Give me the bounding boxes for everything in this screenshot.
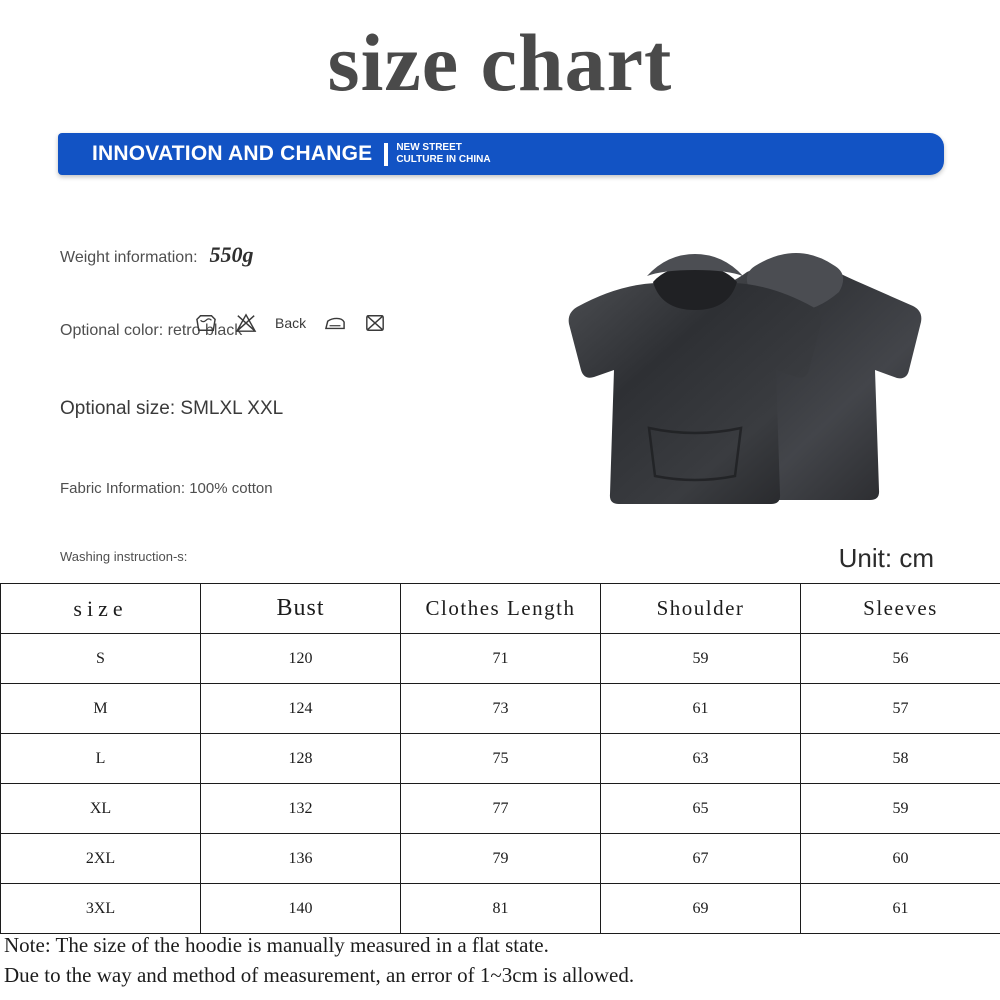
product-photo <box>497 232 937 562</box>
column-header-bust: Bust <box>201 584 401 634</box>
fabric-info-row: Fabric Information: 100% cotton <box>60 480 273 497</box>
do-not-tumble-dry-icon <box>364 313 386 333</box>
cell-clothes-length: 71 <box>401 634 601 684</box>
weight-info-row <box>60 242 254 268</box>
brand-banner <box>58 133 944 175</box>
cell-bust: 140 <box>201 884 401 934</box>
unit-label: Unit: cm <box>838 543 934 573</box>
measurement-note <box>4 930 1000 990</box>
cell-shoulder: 59 <box>601 634 801 684</box>
cell-sleeves: 61 <box>801 884 1000 934</box>
iron-icon <box>324 313 346 333</box>
cell-sleeves: 56 <box>801 634 1000 684</box>
note-line-2: Due to the way and method of measurement, an error of 1~3cm is allowed. <box>4 963 635 987</box>
column-header-clothes-length: Clothes Length <box>401 584 601 634</box>
cell-shoulder: 69 <box>601 884 801 934</box>
cell-shoulder: 67 <box>601 834 801 884</box>
cell-size: L <box>1 734 201 784</box>
washing-label-text: Washing instruction-s: <box>60 549 188 564</box>
cell-size: 3XL <box>1 884 201 934</box>
cell-bust: 120 <box>201 634 401 684</box>
banner-subtext-line2: CULTURE IN CHINA <box>396 154 491 165</box>
washing-instruction-icons <box>195 313 386 333</box>
cell-shoulder: 61 <box>601 684 801 734</box>
cell-size: S <box>1 634 201 684</box>
cell-sleeves: 58 <box>801 734 1000 784</box>
cell-clothes-length: 73 <box>401 684 601 734</box>
cell-sleeves: 59 <box>801 784 1000 834</box>
banner-divider <box>384 143 388 166</box>
table-row <box>1 884 1000 934</box>
weight-label: Weight information: <box>60 249 198 266</box>
size-info-row: Optional size: SMLXL XXL <box>60 398 284 419</box>
table-row <box>1 684 1000 734</box>
cell-clothes-length: 77 <box>401 784 601 834</box>
column-header-sleeves: Sleeves <box>801 584 1000 634</box>
table-row <box>1 734 1000 784</box>
cell-sleeves: 57 <box>801 684 1000 734</box>
table-row <box>1 834 1000 884</box>
table-row <box>1 784 1000 834</box>
cell-shoulder: 63 <box>601 734 801 784</box>
cell-bust: 128 <box>201 734 401 784</box>
hand-wash-icon <box>195 313 217 333</box>
cell-clothes-length: 75 <box>401 734 601 784</box>
cell-bust: 124 <box>201 684 401 734</box>
color-info-row: Optional color: retro black <box>60 322 243 339</box>
washing-label <box>60 549 187 564</box>
cell-bust: 136 <box>201 834 401 884</box>
banner-subtext-line1: NEW STREET <box>396 142 462 153</box>
cell-size: 2XL <box>1 834 201 884</box>
column-header-shoulder: Shoulder <box>601 584 801 634</box>
page-title: size chart <box>327 17 673 108</box>
banner-headline: INNOVATION AND CHANGE <box>92 142 373 165</box>
size-table <box>0 583 1000 934</box>
cell-bust: 132 <box>201 784 401 834</box>
weight-value: 550g <box>209 242 254 267</box>
cell-size: XL <box>1 784 201 834</box>
cell-size: M <box>1 684 201 734</box>
cell-clothes-length: 81 <box>401 884 601 934</box>
table-header-row <box>1 584 1000 634</box>
cell-shoulder: 65 <box>601 784 801 834</box>
table-row <box>1 634 1000 684</box>
cell-sleeves: 60 <box>801 834 1000 884</box>
column-header-size: size <box>1 584 201 634</box>
note-line-1: Note: The size of the hoodie is manually measured in a flat state. <box>4 933 549 957</box>
wash-back-label: Back <box>275 315 307 331</box>
banner-subtext <box>396 142 490 166</box>
do-not-bleach-icon <box>235 313 257 333</box>
cell-clothes-length: 79 <box>401 834 601 884</box>
